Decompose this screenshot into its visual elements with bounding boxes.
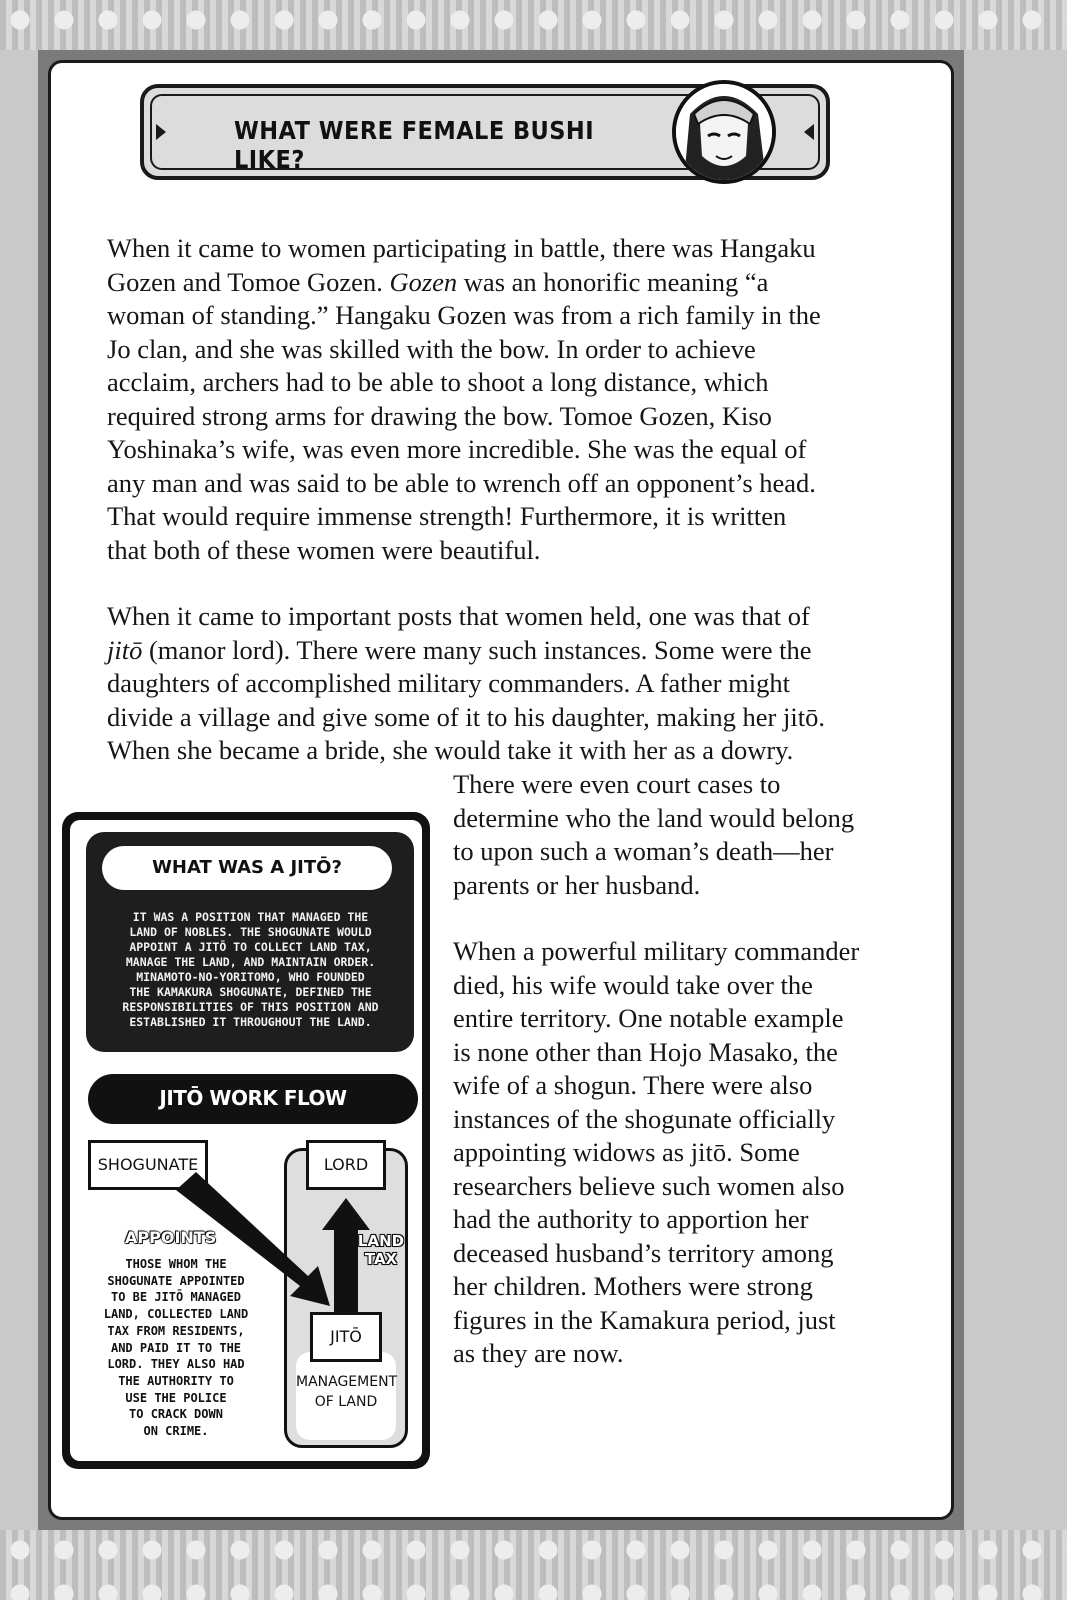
land-tax-label bbox=[356, 1232, 406, 1268]
appoints-line: TAX FROM RESIDENTS, bbox=[107, 1323, 245, 1338]
appoints-line: TO CRACK DOWN bbox=[129, 1407, 223, 1422]
p4-line: deceased husband’s territory among bbox=[453, 1237, 834, 1268]
appoints-line: TO BE JITŌ MANAGED bbox=[110, 1290, 242, 1305]
p4-line: researchers believe such women also bbox=[453, 1170, 845, 1201]
p4-line: wife of a shogun. There were also bbox=[453, 1070, 813, 1100]
management-line: OF LAND bbox=[314, 1394, 378, 1410]
p1-line: Yoshinaka’s wife, was even more incredible. She was the equal of bbox=[107, 434, 807, 464]
lord-box: LORD bbox=[306, 1140, 386, 1190]
land-tax-line: LAND bbox=[357, 1232, 405, 1250]
appoints-line: LORD. THEY ALSO HAD bbox=[107, 1357, 245, 1372]
appoints-line: SHOGUNATE APPOINTED bbox=[107, 1273, 245, 1288]
management-line: MANAGEMENT bbox=[296, 1374, 398, 1390]
p4-line: figures in the Kamakura period, just bbox=[453, 1304, 836, 1335]
jito-definition-title: WHAT WAS A JITŌ? bbox=[102, 846, 392, 890]
p4-line: died, his wife would take over the bbox=[453, 969, 813, 1000]
p4-line: When a powerful military commander bbox=[453, 936, 860, 966]
p2-line: When it came to important posts that women held, one was that of bbox=[107, 601, 810, 631]
appoints-label: APPOINTS bbox=[125, 1228, 217, 1247]
jito-desc-line: THE KAMAKURA SHOGUNATE, DEFINED THE bbox=[129, 985, 372, 999]
appoints-line: THE AUTHORITY TO bbox=[118, 1373, 234, 1388]
p4-line: had the authority to apportion her bbox=[453, 1204, 809, 1234]
p1-line: When it came to women participating in battle, there was Hangaku bbox=[107, 233, 816, 263]
appoints-line: LAND, COLLECTED LAND bbox=[103, 1307, 249, 1322]
jito-desc-line: LAND OF NOBLES. THE SHOGUNATE WOULD bbox=[129, 925, 372, 939]
p1-line: required strong arms for drawing the bow. Tomoe Gozen, Kiso bbox=[107, 400, 772, 431]
p2-line: divide a village and give some of it to his daughter, making her jitō. bbox=[107, 701, 825, 732]
p2-line: daughters of accomplished military commanders. A father might bbox=[107, 668, 790, 698]
p1-line: any man and was said to be able to wrench off an opponent’s head. bbox=[107, 467, 816, 498]
jito-desc-line: APPOINT A JITŌ TO COLLECT LAND TAX, bbox=[129, 940, 372, 954]
land-tax-line: TAX bbox=[364, 1250, 398, 1268]
p4-line: her children. Mothers were strong bbox=[453, 1271, 813, 1301]
p3-line: There were even court cases to bbox=[453, 769, 781, 799]
p4-line: as they are now. bbox=[453, 1338, 624, 1368]
appoints-line: AND PAID IT TO THE bbox=[110, 1340, 242, 1355]
p3-line: determine who the land would belong bbox=[453, 802, 855, 833]
p1-line: That would require immense strength! Furthermore, it is written bbox=[107, 501, 787, 531]
workflow-title: JITŌ WORK FLOW bbox=[159, 1086, 347, 1110]
p1-line: acclaim, archers had to be able to shoot a long distance, which bbox=[107, 367, 769, 397]
jito-box: JITŌ bbox=[310, 1312, 382, 1362]
jito-desc-line: RESPONSIBILITIES OF THIS POSITION AND bbox=[122, 1000, 379, 1014]
p4-line: instances of the shogunate officially bbox=[453, 1103, 836, 1134]
p2-line: jitō (manor lord). There were many such instances. Some were the bbox=[107, 634, 812, 665]
p3-line: to upon such a woman’s death—her bbox=[453, 836, 834, 866]
p1-line: Gozen and Tomoe Gozen. Gozen was an honorific meaning “a bbox=[107, 266, 769, 297]
appoints-description bbox=[86, 1256, 266, 1440]
p4-line: entire territory. One notable example bbox=[453, 1003, 844, 1033]
jito-desc-line: MINAMOTO-NO-YORITOMO, WHO FOUNDED bbox=[136, 970, 365, 984]
appoints-line: USE THE POLICE bbox=[125, 1390, 227, 1405]
jito-desc-line: MANAGE THE LAND, AND MAINTAIN ORDER. bbox=[125, 955, 376, 969]
page-title: WHAT WERE FEMALE BUSHI LIKE? bbox=[234, 116, 595, 174]
p1-line: Jo clan, and she was skilled with the bow. In order to achieve bbox=[107, 333, 756, 364]
appoints-line: THOSE WHOM THE bbox=[125, 1257, 227, 1271]
p3-line: parents or her husband. bbox=[453, 869, 701, 900]
jito-desc-line: ESTABLISHED IT THROUGHOUT THE LAND. bbox=[129, 1015, 372, 1029]
appoints-line: ON CRIME. bbox=[143, 1424, 209, 1439]
p1-line: that both of these women were beautiful. bbox=[107, 534, 541, 565]
jito-desc-line: IT WAS A POSITION THAT MANAGED THE bbox=[132, 910, 369, 924]
p4-line: is none other than Hojo Masako, the bbox=[453, 1036, 838, 1067]
p2-line: When she became a bride, she would take it with her as a dowry. bbox=[107, 735, 794, 765]
p4-line: appointing widows as jitō. Some bbox=[453, 1137, 800, 1167]
shogunate-box: SHOGUNATE bbox=[88, 1140, 208, 1190]
p1-line: woman of standing.” Hangaku Gozen was from a rich family in the bbox=[107, 300, 821, 330]
